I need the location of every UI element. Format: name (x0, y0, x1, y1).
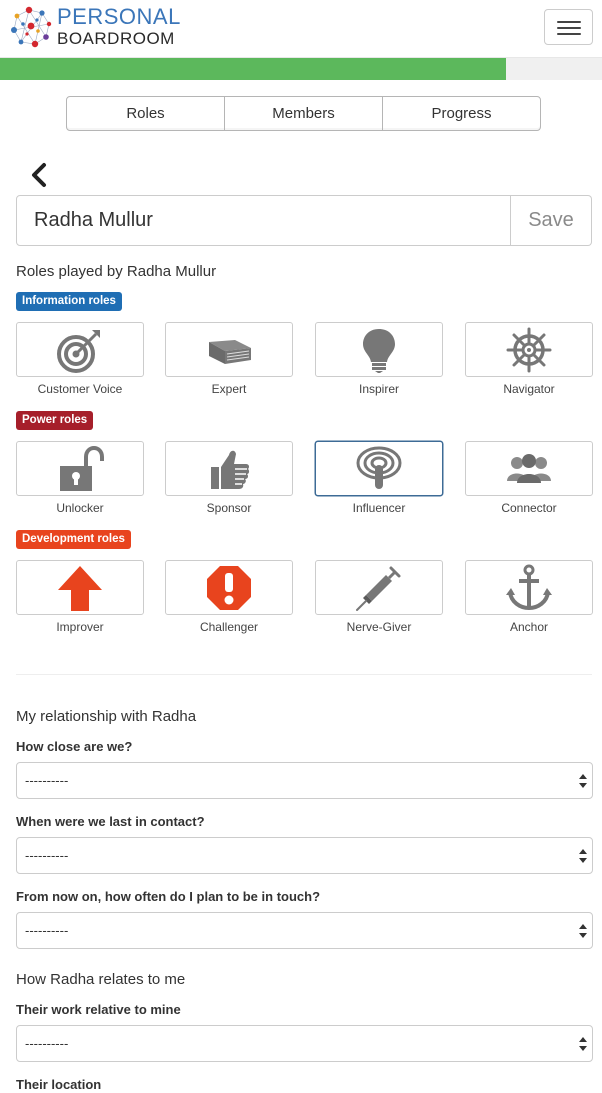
hamburger-icon-bar (557, 27, 581, 29)
group-icon (505, 445, 553, 493)
role-label: Sponsor (206, 501, 252, 515)
select-value: ---------- (25, 848, 69, 863)
role-influencer[interactable] (315, 441, 443, 513)
contact-frequency-label: From now on, how often do I plan to be in touch? (16, 889, 321, 904)
lightbulb-icon (355, 326, 403, 374)
how-close-label: How close are we? (16, 739, 133, 754)
brand-line-1: PERSONAL (57, 4, 181, 29)
member-name-group (16, 195, 592, 246)
padlock-icon (56, 445, 104, 493)
select-value: ---------- (25, 1036, 69, 1051)
role-label: Customer Voice (37, 382, 123, 396)
role-customer-voice[interactable] (16, 322, 144, 394)
select-arrows-icon (579, 849, 587, 863)
tab-progress[interactable]: Progress (382, 96, 541, 131)
role-label: Nerve-Giver (346, 620, 412, 634)
work-relative-label: Their work relative to mine (16, 1002, 181, 1017)
select-arrows-icon (579, 1037, 587, 1051)
relates-title: How Radha relates to me (16, 971, 186, 988)
role-label: Unlocker (56, 501, 104, 515)
personal-boardroom-logo-icon[interactable] (9, 4, 54, 50)
role-improver[interactable] (16, 560, 144, 632)
tab-roles[interactable]: Roles (66, 96, 225, 131)
book-icon (205, 326, 253, 374)
role-nerve-giver[interactable] (315, 560, 443, 632)
role-label: Expert (211, 382, 247, 396)
navbar (0, 0, 602, 58)
tab-bar (66, 96, 541, 131)
arrow-up-icon (56, 564, 104, 612)
section-divider (16, 674, 592, 675)
role-label: Inspirer (358, 382, 399, 396)
role-expert[interactable] (165, 322, 293, 394)
member-name-input[interactable] (16, 195, 511, 246)
role-inspirer[interactable] (315, 322, 443, 394)
roles-heading: Roles played by Radha Mullur (16, 263, 217, 280)
brand-line-2: BOARDROOM (57, 29, 175, 48)
syringe-icon (355, 564, 403, 612)
how-close-select[interactable] (16, 762, 593, 799)
role-sponsor[interactable] (165, 441, 293, 513)
select-arrows-icon (579, 924, 587, 938)
badge-power-roles: Power roles (16, 411, 93, 430)
select-value: ---------- (25, 923, 69, 938)
anchor-icon (505, 564, 553, 612)
relationship-title: My relationship with Radha (16, 708, 197, 725)
role-anchor[interactable] (465, 560, 593, 632)
broadcast-icon (355, 445, 403, 493)
thumbs-up-icon (205, 445, 253, 493)
role-unlocker[interactable] (16, 441, 144, 513)
badge-development-roles: Development roles (16, 530, 131, 549)
select-value: ---------- (25, 773, 69, 788)
role-label: Navigator (503, 382, 555, 396)
hamburger-icon-bar (557, 33, 581, 35)
role-label: Influencer (352, 501, 406, 515)
role-label: Anchor (509, 620, 549, 634)
last-contact-select[interactable] (16, 837, 593, 874)
last-contact-label: When were we last in contact? (16, 814, 205, 829)
target-icon (56, 326, 104, 374)
work-relative-select[interactable] (16, 1025, 593, 1062)
role-label: Improver (56, 620, 104, 634)
contact-frequency-select[interactable] (16, 912, 593, 949)
role-connector[interactable] (465, 441, 593, 513)
role-challenger[interactable] (165, 560, 293, 632)
tab-members[interactable]: Members (224, 96, 383, 131)
progress-bar (0, 58, 602, 80)
hamburger-icon (557, 21, 581, 23)
back-chevron-icon[interactable] (28, 162, 50, 188)
role-label: Connector (501, 501, 557, 515)
ship-wheel-icon (505, 326, 553, 374)
select-arrows-icon (579, 774, 587, 788)
badge-information-roles: Information roles (16, 292, 122, 311)
save-button[interactable]: Save (511, 195, 592, 246)
role-navigator[interactable] (465, 322, 593, 394)
brand-wordmark[interactable] (57, 6, 181, 47)
location-label: Their location (16, 1077, 102, 1092)
menu-toggle-button[interactable] (544, 9, 593, 45)
role-label: Challenger (199, 620, 259, 634)
progress-fill (0, 58, 506, 80)
alert-octagon-icon (205, 564, 253, 612)
